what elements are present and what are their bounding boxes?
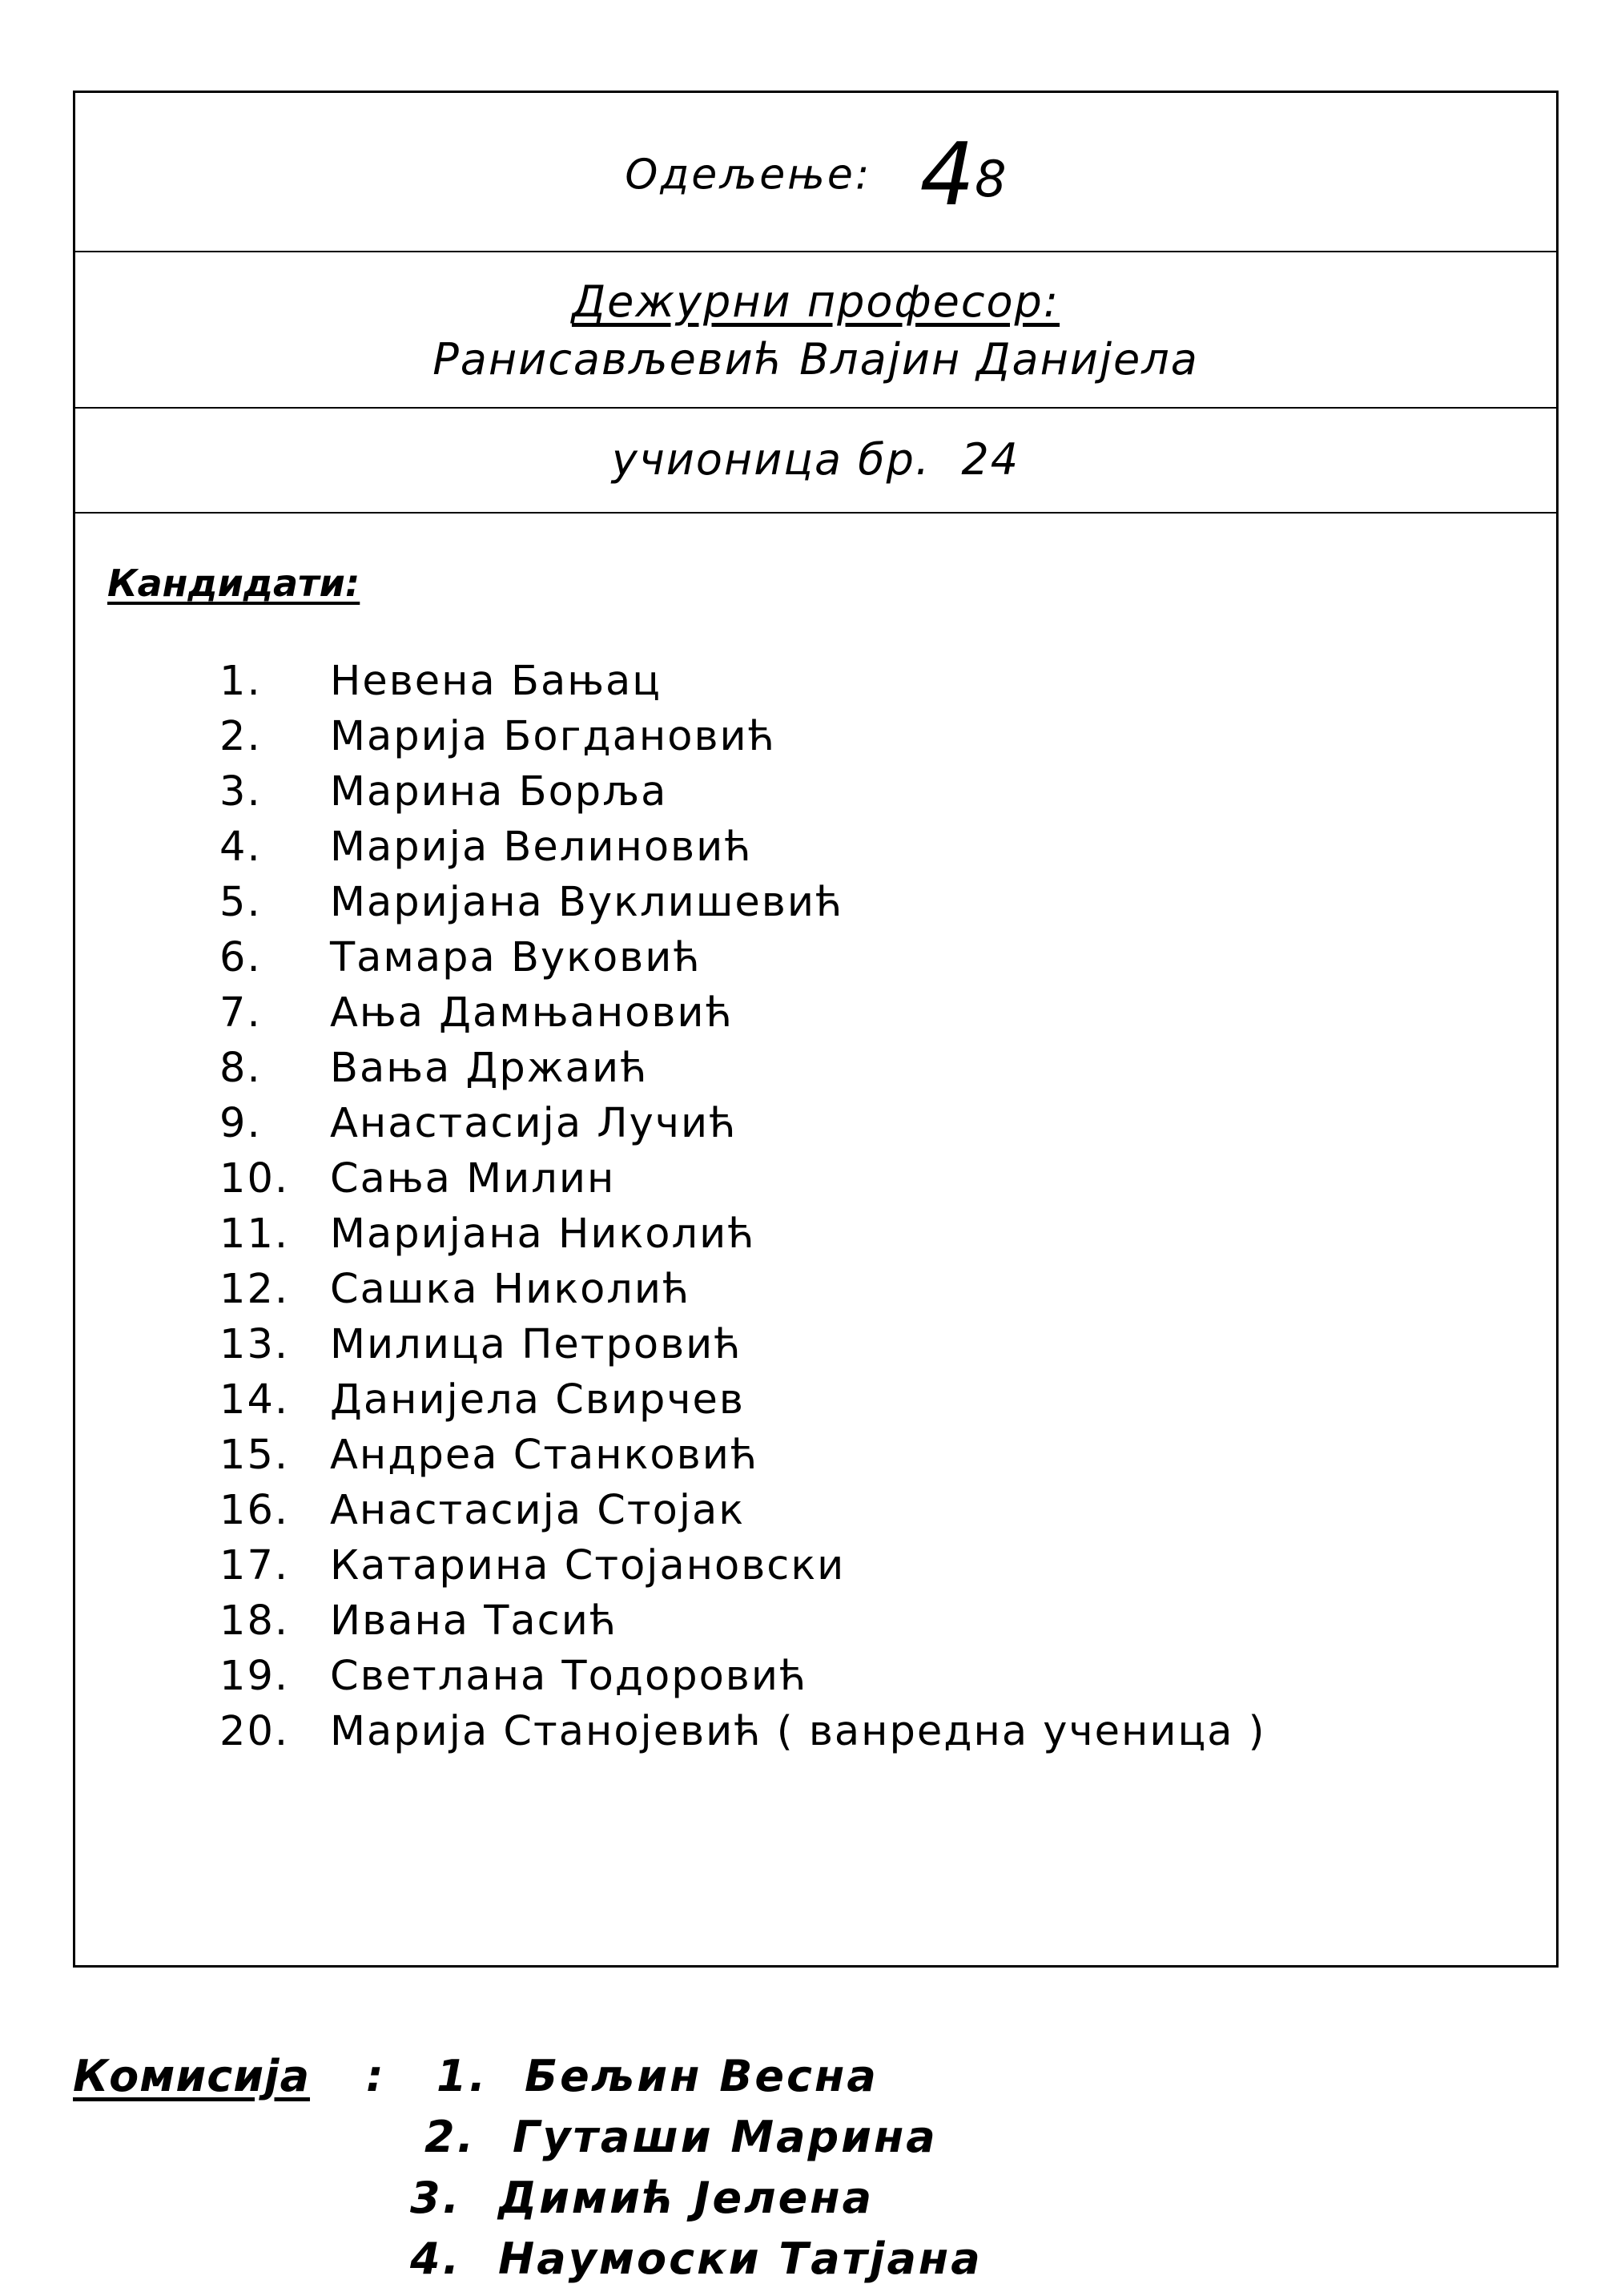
candidate-item — [219, 1262, 1266, 1317]
class-subscript: 8 — [975, 150, 1007, 208]
candidate-item — [219, 1483, 1266, 1538]
candidate-item — [219, 654, 1266, 709]
candidate-name: Марија Станојевић ( ванредна ученица ) — [330, 1708, 1266, 1755]
candidate-name: Тамара Вуковић — [330, 934, 702, 981]
candidate-item — [219, 1372, 1266, 1428]
candidate-item — [219, 1649, 1266, 1704]
candidate-item — [219, 985, 1266, 1041]
candidate-name: Сања Милин — [330, 1155, 616, 1202]
room-number: учионица бр. 24 — [611, 434, 1020, 485]
candidate-number: 6. — [219, 934, 262, 981]
candidate-item — [219, 1704, 1266, 1759]
candidates-title: Кандидати: — [107, 562, 360, 605]
candidate-name: Анастасија Лучић — [330, 1100, 738, 1147]
candidate-number: 11. — [219, 1210, 290, 1258]
commission-member — [436, 2051, 879, 2101]
commission-member-number: 1. — [436, 2051, 489, 2101]
candidate-item — [219, 1151, 1266, 1206]
candidate-number: 14. — [219, 1376, 290, 1424]
candidate-number: 5. — [219, 879, 262, 926]
candidate-name: Маријана Николић — [330, 1210, 756, 1258]
candidate-number: 4. — [219, 824, 262, 871]
candidate-name: Ивана Тасић — [330, 1597, 618, 1645]
candidate-name: Милица Петровић — [330, 1321, 742, 1368]
commission-member-name: Наумоски Татјана — [498, 2234, 983, 2284]
professor-name: Ранисављевић Влајин Данијела — [432, 334, 1199, 385]
candidate-name: Невена Бањац — [330, 658, 662, 705]
candidate-name: Андреа Станковић — [330, 1432, 759, 1479]
candidate-item — [219, 1041, 1266, 1096]
candidate-name: Маријана Вуклишевић — [330, 879, 844, 926]
candidate-item — [219, 930, 1266, 985]
candidate-number: 1. — [219, 658, 262, 705]
candidate-name: Марија Велиновић — [330, 824, 753, 871]
commission-member-name: Бељин Весна — [525, 2051, 879, 2101]
candidate-number: 8. — [219, 1045, 262, 1092]
candidate-number: 13. — [219, 1321, 290, 1368]
candidate-number: 9. — [219, 1100, 262, 1147]
candidate-number: 16. — [219, 1487, 290, 1534]
commission-member — [410, 2234, 983, 2284]
candidate-item — [219, 1538, 1266, 1593]
candidate-item — [219, 875, 1266, 930]
candidate-item — [219, 764, 1266, 820]
candidate-number: 19. — [219, 1653, 290, 1700]
candidate-number: 3. — [219, 768, 262, 816]
candidate-item — [219, 1428, 1266, 1483]
commission-member-number: 2. — [424, 2112, 477, 2162]
candidate-name: Данијела Свирчев — [330, 1376, 745, 1424]
candidate-number: 18. — [219, 1597, 290, 1645]
candidate-item — [219, 1317, 1266, 1372]
class-line — [75, 125, 1556, 225]
commission-title: Комисија — [73, 2051, 311, 2101]
candidate-name: Ања Дамњановић — [330, 989, 734, 1037]
room-row — [75, 409, 1556, 514]
class-row — [75, 93, 1556, 252]
candidate-number: 15. — [219, 1432, 290, 1479]
professor-title: Дежурни професор: — [571, 276, 1060, 327]
candidate-number: 12. — [219, 1266, 290, 1313]
candidate-item — [219, 1096, 1266, 1151]
candidate-name: Катарина Стојановски — [330, 1542, 846, 1589]
candidate-number: 20. — [219, 1708, 290, 1755]
class-label: Одељење: — [625, 151, 872, 199]
candidate-name: Анастасија Стојак — [330, 1487, 746, 1534]
commission-member — [410, 2173, 874, 2223]
candidate-name: Марина Борља — [330, 768, 668, 816]
candidate-number: 2. — [219, 713, 262, 760]
candidate-name: Марија Богдановић — [330, 713, 776, 760]
class-number: 4 — [919, 125, 975, 225]
professor-row — [75, 252, 1556, 409]
candidate-item — [219, 1593, 1266, 1649]
candidates-list — [219, 654, 1266, 1759]
candidate-item — [219, 1206, 1266, 1262]
schedule-box — [73, 91, 1559, 1968]
candidate-number: 17. — [219, 1542, 290, 1589]
candidate-item — [219, 820, 1266, 875]
commission-member-name: Гуташи Марина — [513, 2112, 938, 2162]
commission-member-name: Димић Јелена — [498, 2173, 875, 2223]
commission-member — [424, 2112, 938, 2162]
candidate-number: 7. — [219, 989, 262, 1037]
candidate-name: Сашка Николић — [330, 1266, 691, 1313]
commission-colon: : — [366, 2051, 384, 2101]
commission-member-number: 3. — [410, 2173, 462, 2223]
candidate-item — [219, 709, 1266, 764]
commission-member-number: 4. — [410, 2234, 462, 2284]
candidate-number: 10. — [219, 1155, 290, 1202]
candidate-name: Вања Држаић — [330, 1045, 649, 1092]
candidate-name: Светлана Тодоровић — [330, 1653, 808, 1700]
